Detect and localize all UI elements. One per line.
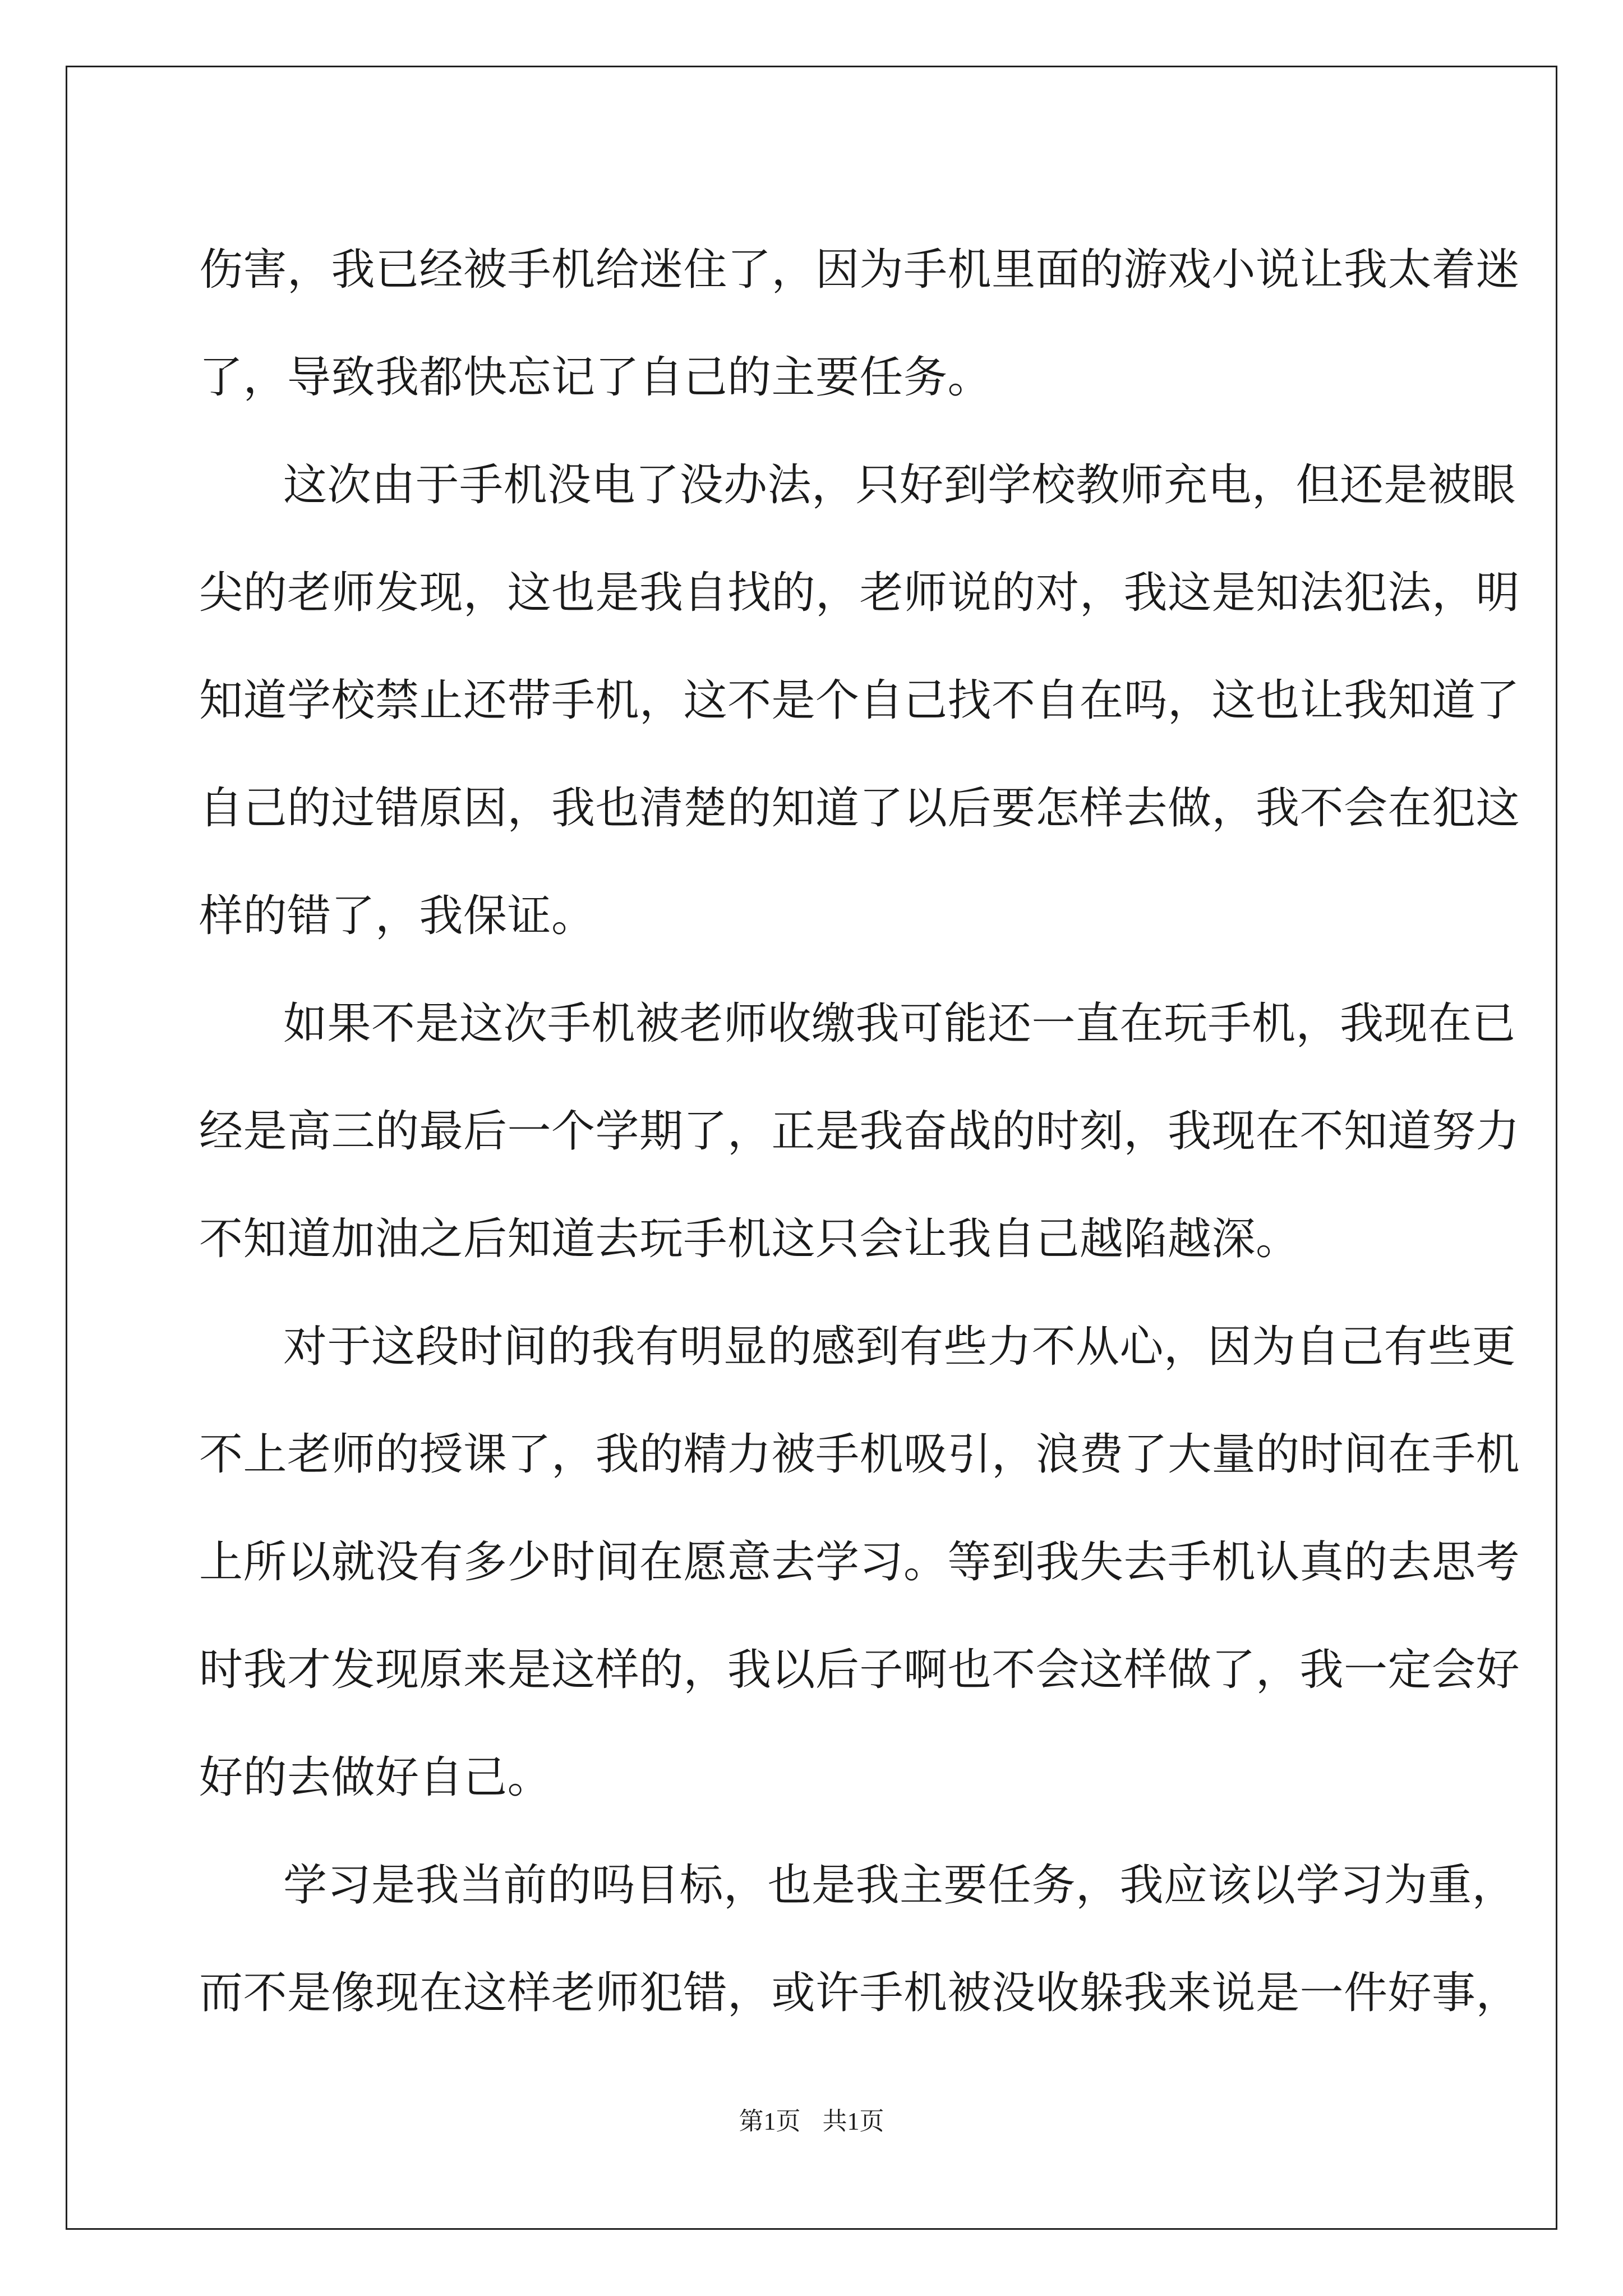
text-line: 自己的过错原因，我也清楚的知道了以后要怎样去做，我不会在犯这 [199,783,1520,834]
document-body [199,216,1520,2047]
text-line: 不上老师的授课了，我的精力被手机吸引，浪费了大量的时间在手机 [199,1429,1520,1480]
text-line: 时我才发现原来是这样的，我以后子啊也不会这样做了，我一定会好 [199,1645,1520,1695]
page-total: 共1页 [822,2108,884,2135]
text-line: 学习是我当前的吗目标，也是我主要任务，我应该以学习为重， [283,1860,1516,1911]
text-line: 上所以就没有多少时间在愿意去学习。等到我失去手机认真的去思考 [199,1537,1520,1588]
text-line: 了，导致我都快忘记了自己的主要任务。 [199,352,992,403]
text-line: 尖的老师发现，这也是我自找的，老师说的对，我这是知法犯法，明 [199,568,1520,618]
text-line: 不知道加油之后知道去玩手机这只会让我自己越陷越深。 [199,1214,1300,1264]
text-line: 知道学校禁止还带手机，这不是个自己找不自在吗，这也让我知道了 [199,675,1520,726]
text-line: 经是高三的最后一个学期了，正是我奋战的时刻，我现在不知道努力 [199,1106,1520,1157]
text-line: 如果不是这次手机被老师收缴我可能还一直在玩手机，我现在已 [283,999,1516,1049]
page-footer [0,2101,1623,2137]
page-number: 第1页 [739,2108,801,2135]
text-line: 样的错了，我保证。 [199,891,596,941]
text-line: 好的去做好自己。 [199,1752,552,1803]
text-line: 而不是像现在这样老师犯错，或许手机被没收躲我来说是一件好事， [199,1968,1520,2018]
text-line: 这次由于手机没电了没办法，只好到学校教师充电，但还是被眼 [283,460,1516,510]
text-line: 对于这段时间的我有明显的感到有些力不从心，因为自己有些更 [283,1322,1516,1372]
text-line: 伤害，我已经被手机给迷住了，因为手机里面的游戏小说让我太着迷 [199,245,1520,295]
